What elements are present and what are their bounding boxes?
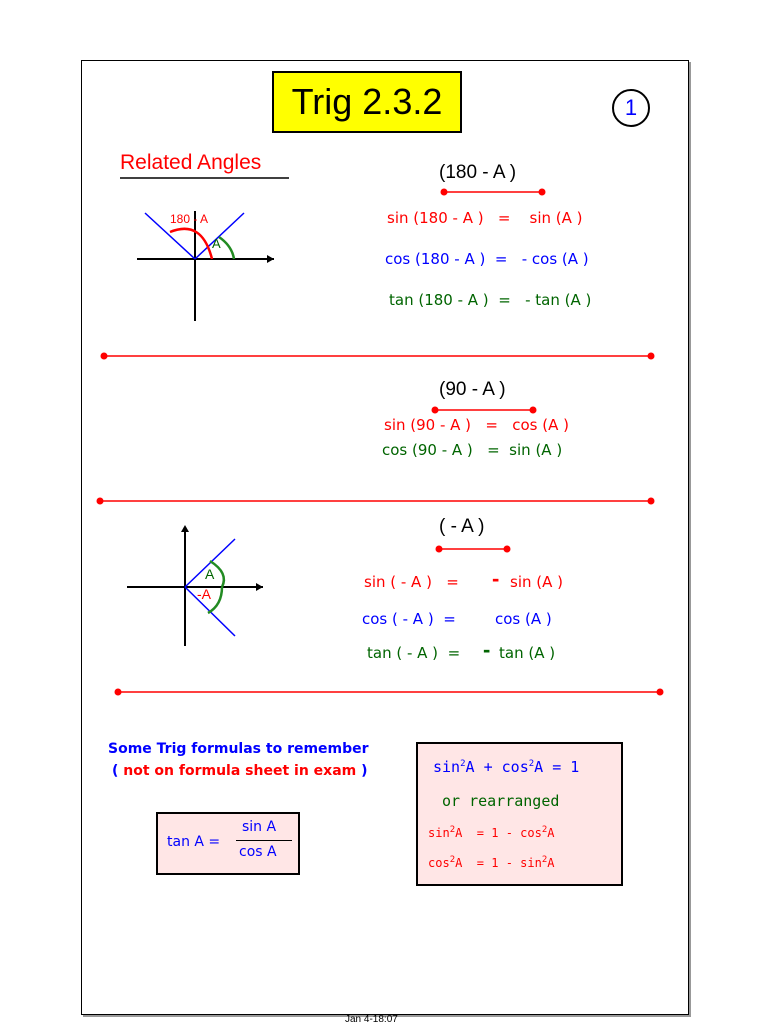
tan-denominator: cos A [239, 844, 277, 860]
diagram2-y-arrow [181, 525, 189, 532]
sec180-tan: tan (180 - A ) = - tan (A ) [389, 291, 592, 309]
sec90-cos: cos (90 - A ) = sin (A ) [382, 441, 563, 459]
diagram2-x-arrow [256, 583, 263, 591]
worksheet-page [81, 60, 689, 1015]
diagram1-x-arrow [267, 255, 274, 263]
formulas-intro: Some Trig formulas to remember [108, 741, 369, 757]
sec90-heading: (90 - A ) [439, 379, 506, 400]
note-text: not on formula sheet in exam [123, 763, 357, 779]
rearranged-label: or rearranged [442, 792, 560, 810]
formulas-note [112, 763, 368, 779]
footer-timestamp: Jan 4-18:07 [345, 1014, 398, 1025]
secneg-sin-right: sin (A ) [510, 573, 563, 591]
secneg-tan-minus: - [483, 637, 491, 662]
sec90-sin: sin (90 - A ) = cos (A ) [384, 416, 569, 434]
secneg-sin-left: sin ( - A ) = [364, 573, 459, 591]
section-heading: Related Angles [120, 151, 262, 174]
tan-numerator: sin A [242, 819, 277, 835]
diagram1-label-outer: 180 - A [170, 212, 209, 226]
secneg-tan-left: tan ( - A ) = [367, 644, 461, 662]
tan-label: tan A = [167, 834, 221, 850]
diagram2-label-lower: -A [197, 586, 211, 602]
secneg-cos-left: cos ( - A ) = [362, 610, 456, 628]
pythagorean-identity: $\sin^2A + \cos^2A = 1$ [433, 758, 580, 776]
note-close: ) [361, 763, 368, 779]
secneg-tan-right: tan (A ) [499, 644, 556, 662]
tan-formula-box [156, 812, 300, 875]
diagram2-label-upper: A [205, 566, 215, 582]
rearranged-cos: $\cos^2A = 1 - \sin^2A$ [428, 855, 555, 870]
diagram1-label-inner: A [212, 236, 221, 251]
fraction-bar [236, 840, 292, 841]
diagram1-arc-inner [219, 237, 234, 259]
sec180-cos: cos (180 - A ) = - cos (A ) [385, 250, 589, 268]
pythagorean-box [416, 742, 623, 886]
secneg-sin-minus: - [492, 566, 500, 591]
note-open: ( [112, 763, 119, 779]
secneg-cos-right: cos (A ) [495, 610, 552, 628]
rearranged-sin: $\sin^2A = 1 - \cos^2A$ [428, 825, 555, 840]
secneg-heading: ( - A ) [439, 516, 485, 537]
sec180-heading: (180 - A ) [439, 162, 517, 183]
sec180-sin: sin (180 - A ) = sin (A ) [387, 209, 583, 227]
page-number-badge: 1 [612, 89, 650, 127]
page-title: Trig 2.3.2 [272, 71, 462, 133]
